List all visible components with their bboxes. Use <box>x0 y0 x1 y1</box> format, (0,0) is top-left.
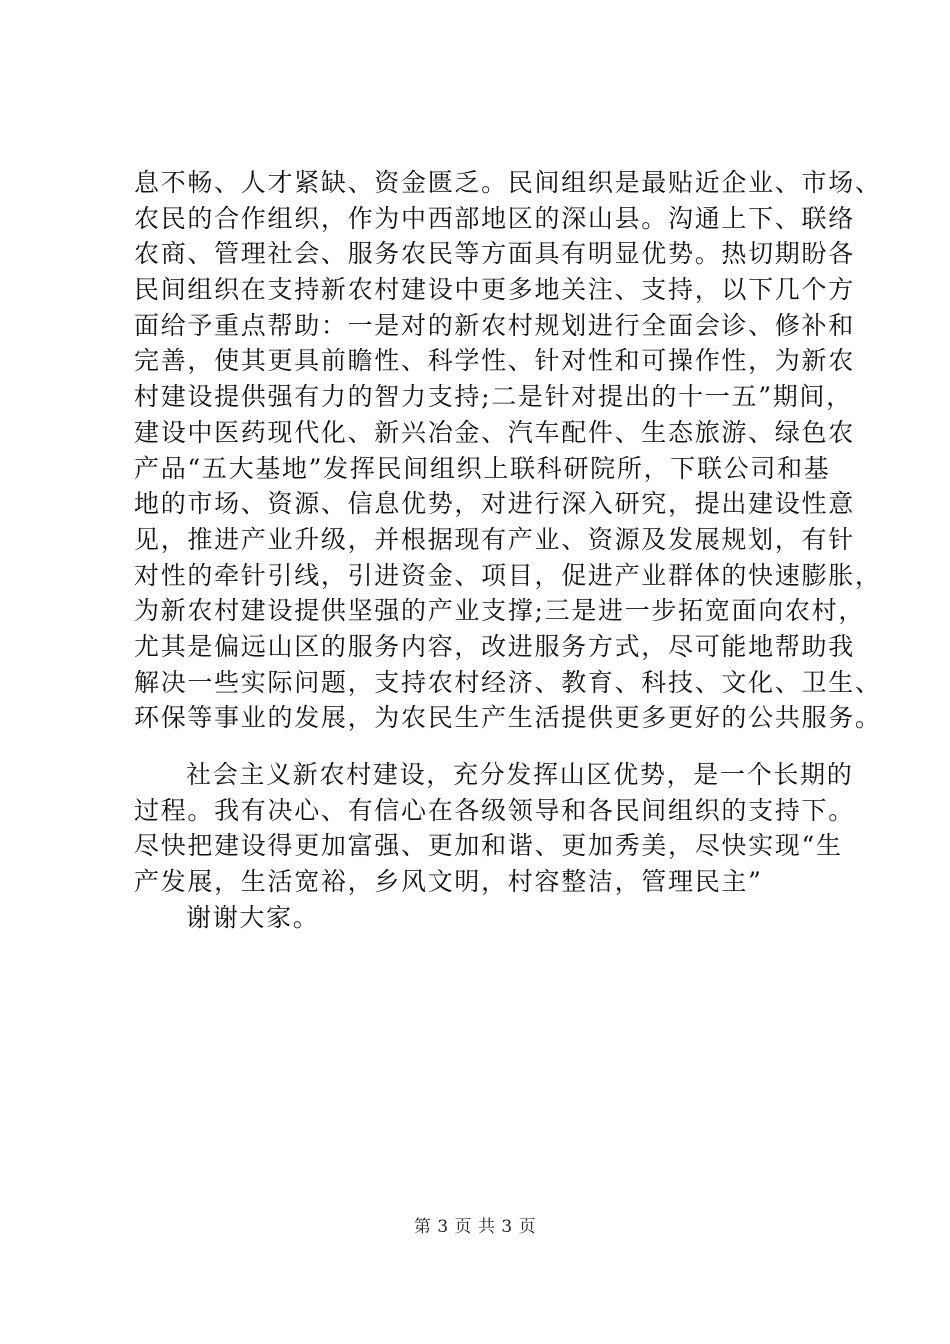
paragraph-line: 尽快把建设得更加富强、更加和谐、更加秀美，尽快实现“生 <box>134 831 843 861</box>
paragraph-line: 解决一些实际问题，支持农村经济、教育、科技、文化、卫生、 <box>134 667 882 697</box>
paragraph-line: 村建设提供强有力的智力支持;二是针对提出的十一五”期间， <box>134 382 853 412</box>
paragraph-line: 农商、管理社会、服务农民等方面具有明显优势。热切期盼各 <box>134 239 855 269</box>
paragraph-line: 见，推进产业升级，并根据现有产业、资源及发展规划，有针 <box>134 524 855 554</box>
paragraph-line: 面给予重点帮助：一是对的新农村规划进行全面会诊、修补和 <box>134 310 855 340</box>
paragraph-line: 完善，使其更具前瞻性、科学性、针对性和可操作性，为新农 <box>134 346 855 376</box>
paragraph-line: 过程。我有决心、有信心在各级领导和各民间组织的支持下。 <box>134 795 855 825</box>
paragraph-line: 为新农村建设提供坚强的产业支撑;三是进一步拓宽面向农村， <box>134 596 866 626</box>
paragraph-line: 产品“五大基地”发挥民间组织上联科研院所，下联公司和基 <box>134 453 831 483</box>
paragraph-line: 对性的牵针引线，引进资金、项目，促进产业群体的快速膨胀， <box>134 560 882 590</box>
paragraph-line: 环保等事业的发展，为农民生产生活提供更多更好的公共服务。 <box>134 703 882 733</box>
paragraph-line: 息不畅、人才紧缺、资金匮乏。民间组织是最贴近企业、市场、 <box>134 168 882 197</box>
paragraph-line: 民间组织在支持新农村建设中更多地关注、支持，以下几个方 <box>134 275 855 305</box>
paragraph-line: 农民的合作组织，作为中西部地区的深山县。沟通上下、联络 <box>134 203 855 233</box>
paragraph-line: 社会主义新农村建设，充分发挥山区优势，是一个长期的 <box>186 760 854 789</box>
paragraph-line: 尤其是偏远山区的服务内容，改进服务方式，尽可能地帮助我 <box>134 631 855 661</box>
paragraph-line: 建设中医药现代化、新兴冶金、汽车配件、生态旅游、绿色农 <box>134 417 855 447</box>
paragraph-spacer <box>134 736 834 757</box>
closing-line: 谢谢大家。 <box>186 902 320 932</box>
page-number-footer: 第 3 页 共 3 页 <box>413 1217 537 1237</box>
paragraph-line: 产发展，生活宽裕，乡风文明，村容整洁，管理民主” <box>134 867 763 897</box>
paragraph-line: 地的市场、资源、信息优势，对进行深入研究，提出建设性意 <box>134 489 855 519</box>
document-body <box>134 165 882 935</box>
